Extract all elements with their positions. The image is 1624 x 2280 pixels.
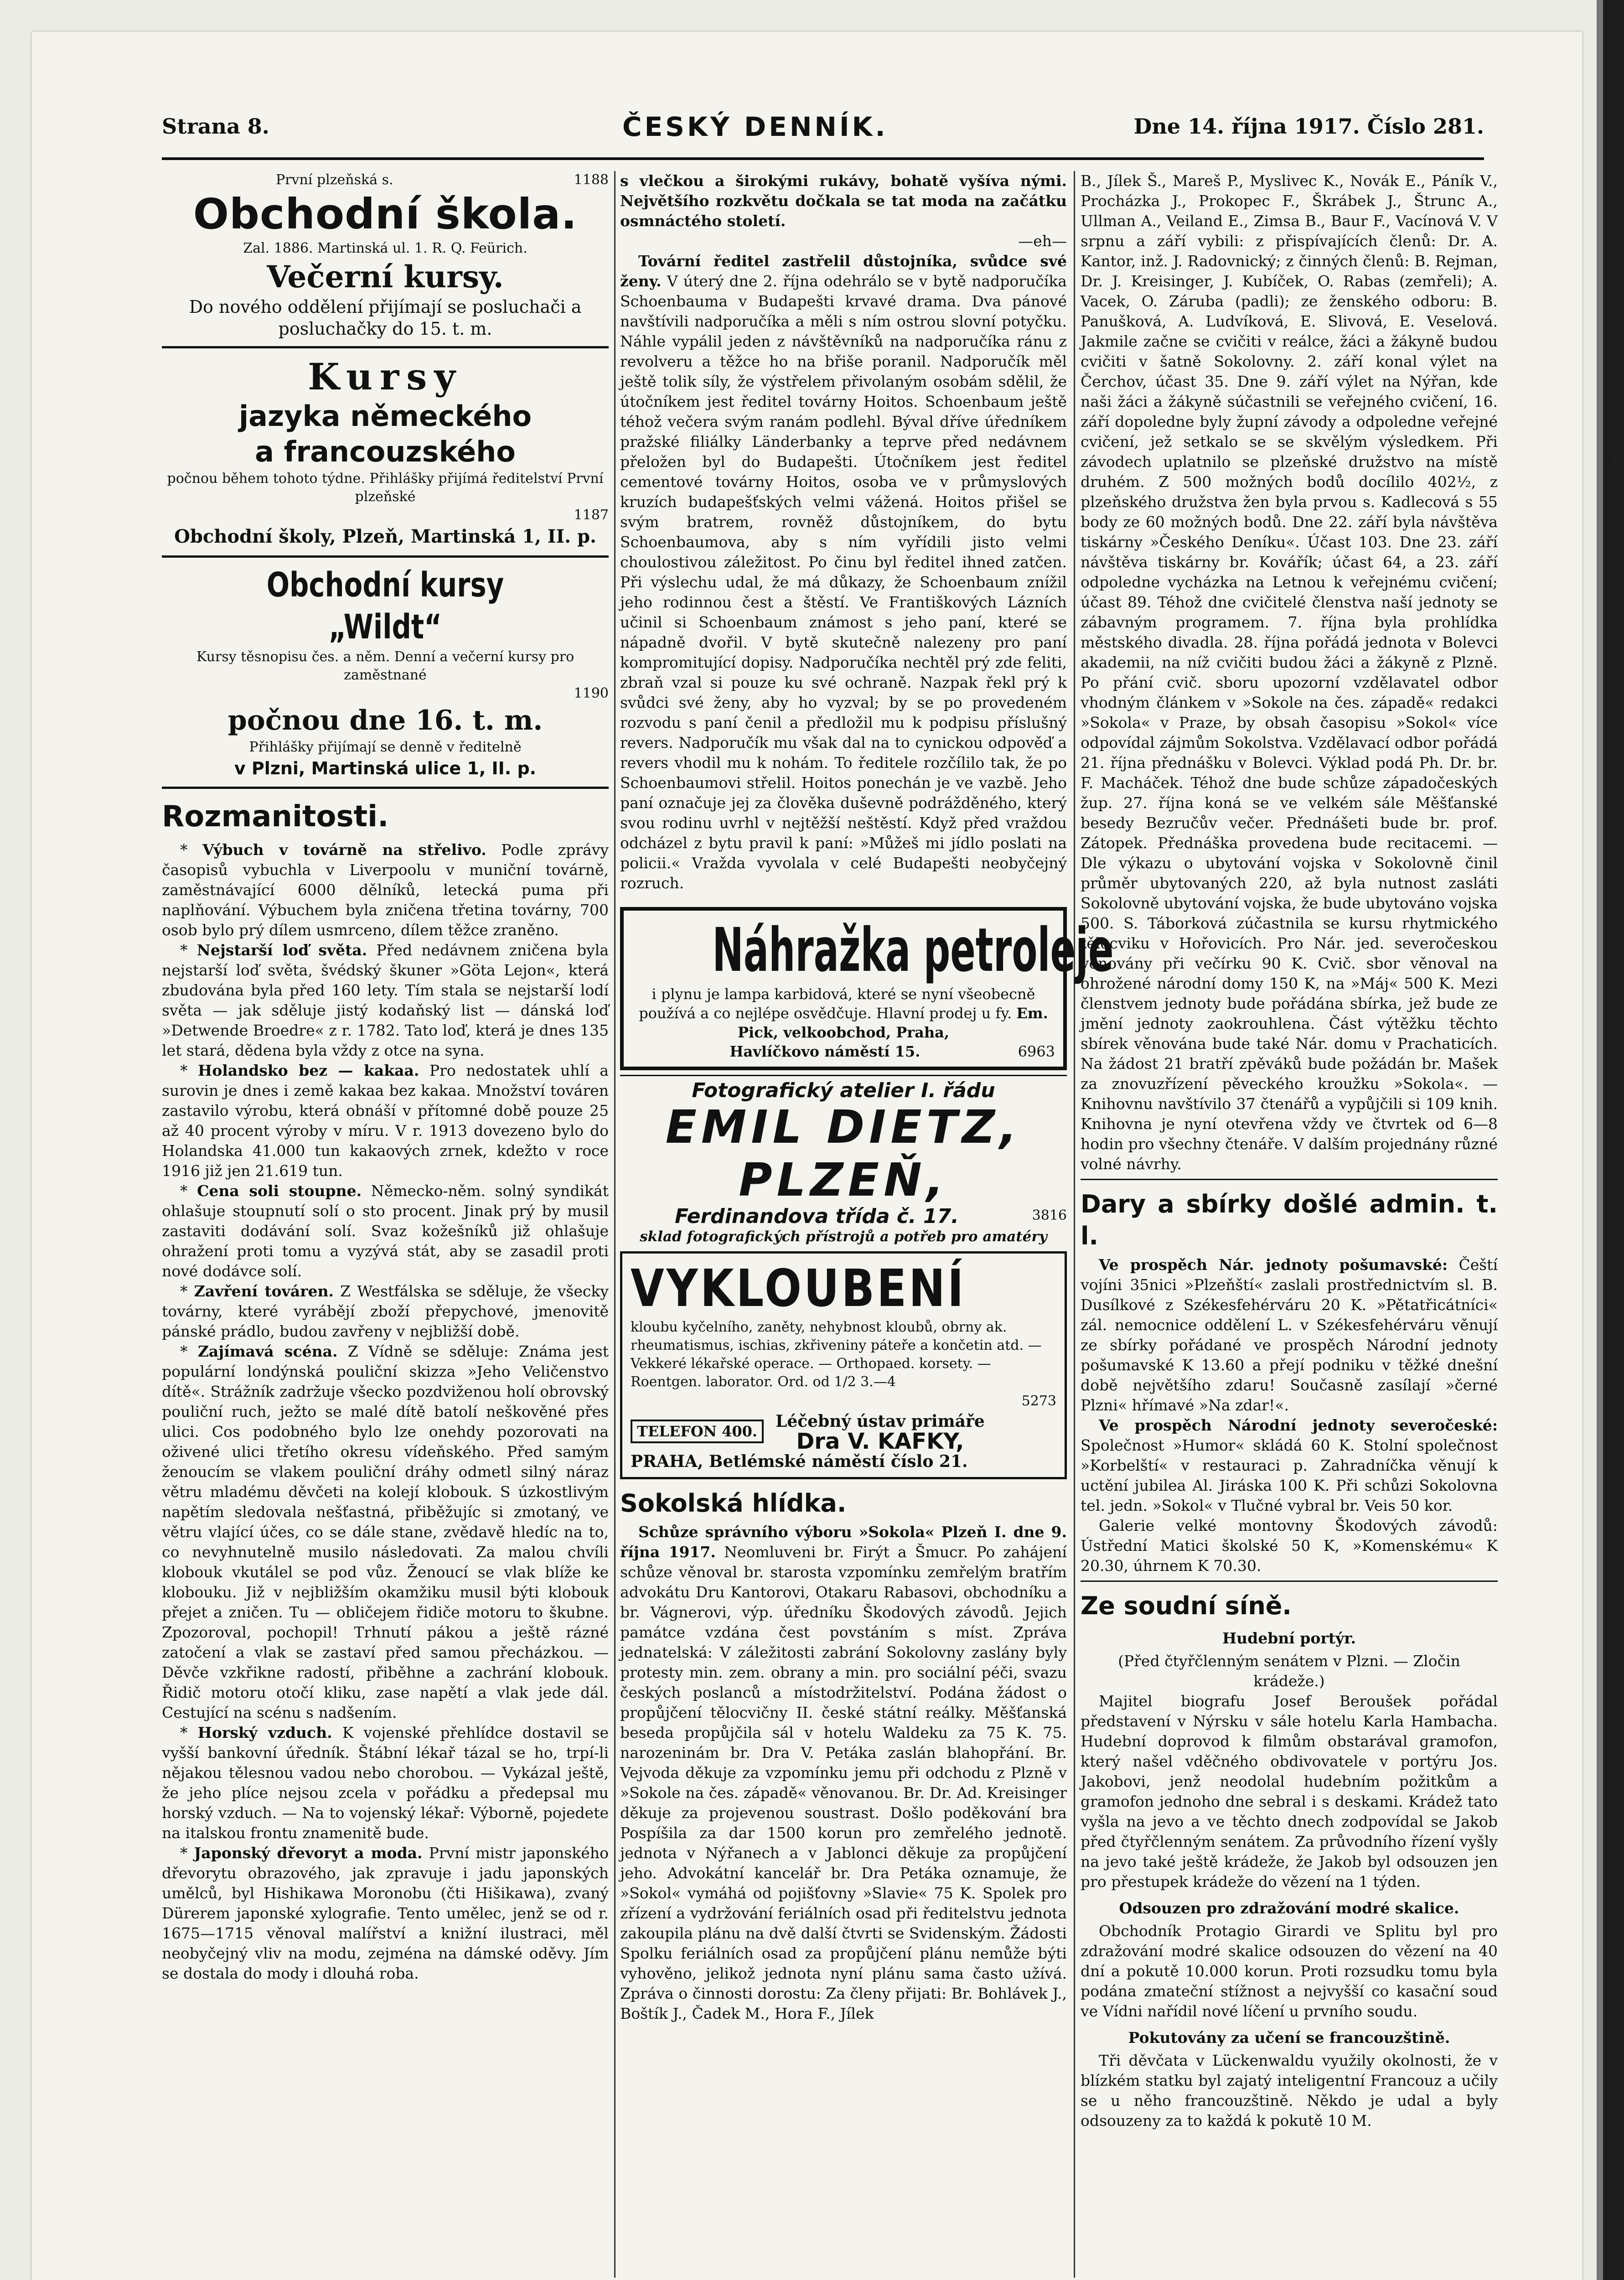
section-heading-rozmanitosti: Rozmanitosti. (162, 800, 389, 834)
ad-dietz (620, 1081, 1067, 1247)
case-2-text: Obchodník Protagio Girardi ve Splitu byl pro zdražování modré skalice odsouzen do vězení na 40 dní a pokutě 10.000 korun. Proti rozsudku tomu byla podána zmateční stížnost a nejvyšší co kasační soud ve Vídni nařídil nové líčení u prvního soudu. (1081, 1922, 1498, 2020)
column-3 (1081, 171, 1498, 2131)
section-heading-soud: Ze soudní síně. (1081, 1591, 1292, 1620)
ad-school-headline: Večerní kursy. (267, 259, 504, 295)
ad-school-founded: Zal. 1886. Martinská ul. 1. R. Q. Feürich. (243, 240, 528, 256)
ad-petrolej-headline: Náhražka petroleje (712, 915, 1114, 985)
ad-kursy-address: Obchodní školy, Plzeň, Martinská 1, II. p. (174, 526, 596, 547)
ad-vykloubeni (620, 1251, 1067, 1479)
case-1-subtitle: (Před čtyřčlenným senátem v Plzni. — Zločin krádeže.) (1118, 1652, 1460, 1690)
ad-petrolej (620, 907, 1114, 1070)
masthead (162, 111, 1484, 155)
news-item: * Horský vzduch. K vojenské přehlídce dostavil se vyšší bankovní úředník. Štábní lékař tázal se ho, trpí-li nějakou tělesnou vadou nebo chorobou. — Vykázal ještě, že jeho plíce nejsou zcela v pořádku a předepsal mu horský vzduch. — Na to vojenský lékař: Výborně, pojedete na italskou frontu znamenitě bude. (162, 1724, 609, 1842)
news-item-title: Výbuch v továrně na střelivo. (202, 841, 486, 859)
case-1-text: Majitel biografu Josef Beroušek pořádal představení v Nýrsku v sále hotelu Karla Hambacha. Hudební doprovod k filmům obstarával gramofon, který našel vděčného obdivovatele v portýru Jos. Jakobovi, jenž neodolal hudebním požitkům a gramofon jednoho dne sebral i s deskami. Krádež tato vyšla na jevo a ve těchto dnech zodpovídal se Jakob před čtyřčlenným senátem. Za průvodního řízení vyšly na jevo také ještě krádeže, že Jakob byl odsouzen jen pro přestupek krádeže do vězení na 1 týden. (1081, 1692, 1498, 1891)
page-number: Strana 8. (162, 114, 269, 139)
news-item: * Zajímavá scéna. Z Vídně se sděluje: Známa jest populární londýnská pouliční skizza »Jeho Veličenstvo dítě«. Strážník zadržuje všecko pozdviženou holí obrovský pouliční ruch, ježto se malé dítě batolí neškověné přes ulici. Cos podobného bylo lze onehdy pozorovati na oživené ulici třetího okresu vídeňského. Před samým ženoucím se vlakem pouliční dráhy odmetl silný náraz větru mladému děvčeti na kolejí klobouk. S úzkostlivým napětím sledovala nešťastná, přiběžujíc si zmotaný, ve větru vlající účes, co se dále stane, zvědavě hledíc na to, co nevyhnutelně musilo následovati. Za malou chvíli klobouk vkutálel se pod vůz. Ženoucí se vlak blíže ke klobouku. Již v nejbližším okamžiku musil býti klobouk přejet a zničen. Tu — obličejem řidiče motoru to škubne. Zpozoroval, pochopil! Trhnutí pákou a ještě rázné zatočení a vlak se zastaví před samou přecházkou. — Děvče vzkřikne radostí, přiběhne a zachrání klobouk. Řidič motoru otočí kliku, zase napětí a vlak jede dál. Cestující na scénu s nadšením. (162, 1342, 609, 1721)
ad-number: 3816 (1032, 1207, 1067, 1223)
newspaper-title: ČESKÝ DENNÍK. (622, 111, 888, 142)
ad-school-text: Do nového oddělení přijímají se posluchači a posluchačky do 15. t. m. (189, 297, 582, 339)
ad-wildt (162, 564, 609, 780)
column-divider (1074, 171, 1075, 2278)
case-1-title: Hudební portýr. (1222, 1629, 1356, 1647)
case-3-title: Pokutovány za učení se francouzštině. (1128, 2029, 1450, 2047)
case-2-title: Odsouzen pro zdražování modré skalice. (1119, 1899, 1459, 1917)
section-heading-sokol: Sokolská hlídka. (620, 1489, 847, 1518)
adjacent-page-letter: r (1611, 447, 1619, 467)
column-1 (162, 171, 609, 1984)
ad-dietz-street: Ferdinandova třída č. 17. (675, 1205, 959, 1228)
ad-phone: TELEFON 400. (631, 1420, 764, 1443)
news-item: * Japonský dřevoryt a moda. První mistr japonského dřevorytu obrazového, jak zpravuje i jadu japonských umělců, byl Hishikawa Moronobu (čti Hišikawa), zvaný Dürerem japonské xylografie. Tento umělec, jenž se od r. 1675—1715 věnoval malířství a knižní ilustraci, měl neobyčejný vliv na modu, zejména na dámské oděvy. Jím se dostala do mody i dlouhá roba. (162, 1844, 609, 1982)
column-divider (614, 171, 615, 2278)
ad-wildt-headline: Obchodní kursy „Wildt“ (266, 565, 504, 647)
news-item-text: Z Westfálska se sděluje, že všecky továrny, které vyrábějí zboží přepychové, jmenovitě pánské prádlo, budou zavřeny v nejbližší době. (162, 1282, 609, 1340)
news-item: * Holandsko bez — kakaa. Pro nedostatek uhlí a surovin je dnes i země kakaa bez kakaa. Množství továren zastavilo výrobu, která obnáší v přítomné době pouze 25 až 40 procent výroby v míru. V r. 1913 dovezeno bylo do Holandska 41.000 tun kakaových zrnek, kdežto v roce 1916 již jen 21.619 tun. (162, 1062, 609, 1180)
ad-kursy-subject-1: jazyka německého (238, 399, 532, 433)
ad-dietz-text: sklad fotografických přístrojů a potřeb pro amatéry (640, 1228, 1047, 1245)
ad-kursy (162, 355, 609, 549)
case-3-text: Tři děvčata v Lückenwaldu využily okolnosti, že v blízkém statku byl zajatý inteligentní Francouz a učily se u něho francouzštině. Někdo je udal a byly odsouzeny za to každá k pokutě 10 M. (1081, 2052, 1498, 2130)
adjacent-page-edge (1597, 0, 1624, 2280)
news-item-title: Horský vzduch. (197, 1724, 332, 1741)
ad-dietz-top: Fotografický atelier I. řádu (692, 1079, 995, 1102)
rozmanitosti-list (162, 840, 609, 1984)
ad-number: 1190 (574, 685, 609, 701)
ad-kursy-subject-2: a francouzského (255, 435, 516, 468)
ad-ustav: Léčebný ústav primáře (776, 1412, 985, 1431)
news-item-title: Cena soli stoupne. (197, 1182, 362, 1200)
dary-p2: Ve prospěch Národní jednoty severočeské: Společnost »Humor« skládá 60 K. Stolní společnost »Korbelští« v restauraci p. Zahradníčka věnují k uctění jubilea Al. Jiráska 100 K. Při schůzi Sokolovna tel. jedn. »Sokol« v Tlučné vybral br. Veis 50 kor. (1081, 1416, 1498, 1514)
article-text: V úterý dne 2. října odehrálo se v bytě nadporučíka Schoenbauma v Budapešti krvavé drama. Dva pánové navštívili nadporučíka a měli s ním ostrou slovní potyčku. Náhle vypálil jeden z návštěvníků na nadporučíka ránu z revolveru a těžce ho na břiše poranil. Nadporučík měl ještě tolik síly, že výstřelem přivolaným osobám sdělil, že útočníkem jest ředitel továrny Hoitos. Schoenbaum ještě téhož večera svým ranám podlehl. Býval dříve úředníkem pražské filiálky Länderbanky a teprve před nedávnem přeložen byl do Budapešti. Útočníkem jest ředitel cementové továrny Hoitos, osoba ve v průmyslových kruzích budapešťských velmi vážená. Hoitos přišel se svým bratrem, rovněž důstojníkem, do bytu Schoenbaumova, aby s ním vyřídili jisto velmi choulostivou záležitost. Po činu byl ředitel ihned zatčen. Při výslechu udal, že má důkazy, že Schoenbaum znížil jeho rodinnou čest a štěstí. Ve Františkových Lázních učinil si Schoenbaum známost s jeho paní, které se nápadně dvořil. V bytě skutečně nalezeny pro paní kompromitující dopisy. Nadporučíka nechtěl prý zde feliti, zbraň vzal si pouze ku své ochraně. Nazpak řekl prý k svůdci své ženy, aby ho vyzval; by se po provedeném rozvodu s paní čenil a předložil mu k podpisu příslušný revers. Nadporučík mu však dal na to cynickou odpověď a revers vhodil mu k nohám. To ředitele rozčílilo tak, že po Schoenbaumovi střelil. Hoitos ponechán je ve vazbě. Jeho paní označuje jej za člověka duševně podrážděného, který svou rodinu uvrhl v nejtěžší neštěstí. Když před vraždou odcházel z bytu pravil k paní: »Můžeš mi jídlo poslati na policii.« Vražda vyvolala v celé Budapešti neobyčejný rozruch. (620, 272, 1067, 892)
ad-vykloubeni-text: kloubu kyčelního, zaněty, nehybnost kloubů, obrny ak. rheumatismus, ischias, zkřiveniny páteře a končetin atd. — Vekkeré lékařské operace. — Orthopaed. korsety. — Roentgen. laborator. Ord. od 1/2 3.—4 (631, 1319, 1042, 1390)
dary-p3: Galerie velké montovny Škodových závodů: Ústřední Matici školské 50 K, »Komenskému« K 20.30, úhrnem K 70.30. (1081, 1517, 1498, 1575)
ad-number: 6963 (1018, 1043, 1055, 1060)
news-item-text: Podle zprávy časopisů vybuchla v Liverpoolu v muniční továrně, zaměstnávající 6000 dělníků, letecká puma při naplňování. Výbuchem byla zničena třetina továrny, 700 osob bylo prý dílem usmrceno, dílem těžce zraněno. (162, 841, 609, 939)
ad-school-top: První plzeňská s. (276, 172, 393, 188)
news-item-text: První mistr japonského dřevorytu obrazového, jak zpravuje i jadu japonských umělců, byl Hishikawa Moronobu (čti Hišikawa), zvaný Dürerem japonské xylografie. Tento umělec, jenž se od r. 1675—1715 věnoval malířství a knižní ilustraci, měl neobyčejný vliv na modu, zejména na dámské oděvy. Jím se dostala do mody i dlouhá roba. (162, 1844, 609, 1982)
ad-wildt-note: Přihlášky přijímají se denně v ředitelně (249, 739, 522, 755)
ad-number: 5273 (1021, 1393, 1056, 1409)
news-item-text: K vojenské přehlídce dostavil se vyšší bankovní úředník. Štábní lékař tázal se ho, trpí-li nějakou tělesnou vadou nebo chorobou. — Vykázal ještě, že jeho plíce nejsou zcela v pořádku a předepsal mu horský vzduch. — Na to vojenský lékař: Výborně, pojedete na italskou frontu znamenitě bude. (162, 1724, 609, 1842)
ad-wildt-address: v Plzni, Martinská ulice 1, II. p. (234, 758, 537, 778)
news-item-text: Před nedávnem zničena byla nejstarší loď světa, švédský škuner »Göta Lejon«, která zbudována byla před 160 lety. Tím stala se nejstarší lodí světa — jak sděluje jistý kodaňský list — dánská loď »Detwende Broedre« z r. 1782. Tato loď, která je dnes 135 let stará, dědena byla vždy z otce na syna. (162, 941, 609, 1059)
ad-kursy-text: počnou během tohoto týdne. Přihlášky přijímá ředitelství První plzeňské (167, 471, 604, 505)
author-sign: —eh— (1018, 232, 1067, 250)
ad-number: 1187 (574, 507, 609, 523)
issue-date: Dne 14. října 1917. Číslo 281. (1133, 114, 1484, 139)
column-2 (620, 171, 1114, 2024)
ad-petrolej-address: Havlíčkovo náměstí 15. (729, 1043, 921, 1060)
ad-obchodni-skola (162, 171, 609, 340)
ad-doctor: Dra V. KAFKY, (796, 1429, 964, 1454)
news-item: * Výbuch v továrně na střelivo. Podle zprávy časopisů vybuchla v Liverpoolu v muniční továrně, zaměstnávající 6000 dělníků, letecká puma při naplňování. Výbuchem byla zničena třetina továrny, 700 osob bylo prý dílem usmrceno, dílem těžce zraněno. (162, 841, 609, 939)
news-item-title: Zavření továren. (194, 1282, 334, 1300)
ad-petrolej-text: i plynu je lampa karbidová, které se nyní všeobecně používá a co nejlépe osvědčuje. Hlavní prodej u fy. Em. Pick, velkoobchod, Praha, Havlíčkovo náměstí 15. 6963 (639, 985, 1055, 1060)
sokol-report-continued: B., Jílek Š., Mareš P., Myslivec K., Novák E., Páník V., Procházka J., Prokopec F., Škrábek J., Štrunc A., Ullman A., Veiland E., Zimsa B., Baur F., Vacínová V. V srpnu a září vybili: z přispívajících členů: Dr. A. Kantor, inž. J. Radovnický; z činných členů: B. Rejman, Dr. J. Kreisinger, J. Kubíček, O. Rabas (zemřeli); A. Vacek, O. Záruba (padli); ze ženského odboru: B. Panušková, A. Ludvíková, E. Slivová, E. Veselová. Jakmile začne se cvičiti v reálce, žáci a žákyně budou cvičiti v šatně Sokolovny. 2. září konal výlet na Čerchov, účast 35. Dne 9. září výlet na Nýřan, kde naši žáci a žákyně súčastnili se veřejného cvičení, 16. září dopoledne byly župní závody a odpoledne veřejné cvičení, jež setkalo se se skvělým výsledkem. Při závodech uplatnilo se plzeňské družstvo na místě druhém. Z 500 možných bodů docílilo 402½, z plzeňského družstva žen byla prvou s. Kadlecová s 55 body ze 60 možných bodů. Dne 22. září byla návštěva tiskárny »Českého Deníku«. Účast 103. Dne 23. září návštěva tiskárny br. Kovářík; účast 64, a 23. září odpoledne vycházka na Letnou k veřejnému cvičení; účast 89. Téhož dne cvičitelé členstva naší jednoty se zábavným programem. 7. října byla prohlídka městského divadla. 28. října pořádá jednota v Bolevci akademii, na níž cvičiti budou žáci a žákyně z Plzně. Po přání cvič. sboru upozorní vzdělavatel odbor vhodným článkem v »Sokole na čes. západě« redakci »Sokola« v Praze, by obsah časopisu »Sokol« více odpovídal zájmům Sokolstva. Vzdělavací odbor pořádá 21. října přednášku v Bolevci. Výklad podá Ph. Dr. br. F. Macháček. Téhož dne bude schůze západočeských žup. 27. října koná se ve velkém sále Měšťanské besedy Bezručův večer. Přednášeti bude br. prof. Zátopek. Přednáška provedena bude recitacemi. — Dle výkazu o ubytování vojska v Sokolovně činil průměr ubytovaných 220, až byla nutnost zasláti Sokolovně ubytování vojska, že bude ubytováno vojska 500. S. Táborková zúčastnila se kursu rhytmického tělocviku v Hořovicích. Pro Nár. jed. severočeskou věnovány při večírku 90 K. Cvič. sbor věnoval na ohrožené národní domy 150 K, na »Máj« 500 K. Mezi členstvem jednoty bude pořádána sbírka, jež bude ze jmění jednoty zaokrouhlena. Část výtěžku těchto sbírek věnována bude také Nár. domu v Prachaticích. Na žádost 21 bratří zpěváků bude požádán br. Mašek za znovuzřízení pěveckého kroužku »Sokola«. — Knihovnu navštívilo 37 čtenářů a vypůjčili si 109 knih. Knihovna je nyní otevřena vždy ve čtvrtek od 6—8 hodin pro všechny čtenáře. V dalším projednány různé volné návrhy. (1081, 172, 1498, 1173)
article-title: Tovární ředitel zastřelil důstojníka, svůdce své ženy. (620, 252, 1067, 290)
ad-wildt-text: Kursy těsnopisu čes. a něm. Denní a večerní kursy pro zaměstnané (196, 649, 574, 683)
news-item-title: Nejstarší loď světa. (197, 941, 367, 959)
news-item-title: Japonský dřevoryt a moda. (194, 1844, 423, 1862)
dary-p1: Ve prospěch Nár. jednoty pošumavské: Čeští vojíni 35nici »Plzeňští« zaslali prostřednictvím sl. B. Dusílkové z Székesfehérváru 20 K. »Pětatřicátníci« zál. nemocnice oddělení L. v Székesfehérváru věnují ze sbírky pořádané ve prospěch Národní jednoty pošumavské K 13.60 a přejí podniku v těžké dnešní době největšího zdaru! Současně zasílají »černé Plzni« hřímavé »Na zdar!«. (1081, 1256, 1498, 1414)
ad-school-name: Obchodní škola. (193, 190, 578, 238)
ad-vykloubeni-headline: VYKLOUBENÍ (631, 1259, 966, 1318)
ad-dietz-name: EMIL DIETZ, PLZEŇ, (665, 1100, 1022, 1207)
section-heading-dary: Dary a sbírky došlé admin. t. l. (1081, 1190, 1498, 1250)
ad-number: 1188 (574, 172, 609, 188)
sokol-report: Schůze správního výboru »Sokola« Plzeň I. dne 9. října 1917. Neomluveni br. Firýt a Šmucr. Po zahájení schůze věnoval br. starosta vzpomínku zemřelým bratřím advokátu Dru Kantorovi, Otakaru Rabasovi, obchodníku a br. Vágnerovi, výp. úředníku Škodových závodů. Jejich památce vzdána čest povstáním s míst. Zpráva jednatelská: V záležitosti zabrání Sokolovny zaslány byly protesty min. zem. obrany a min. pro sociální péči, svazu českých poslanců a místodržitelství. Podána žádost o propůjčení tělocvičny II. české státní reálky. Měšťanská beseda propůjčila sál v hotelu Waldeku za 75 K. 75. narozeninám br. Dra V. Petáka zaslán blahopřání. Br. Vejvoda děkuje za vzpomínku jemu při odchodu z Plzně v »Sokole na čes. západě« věnovanou. Br. Dr. Ad. Kreisinger děkuje za projevenou soustrast. Došlo poděkování bra Pospíšila za dar 1500 korun pro zemřelého jednotě. jednota v Nýřanech a v Jablonci děkuje za propůjčení jeho. Advokátní kancelář br. Dra Petáka oznamuje, že »Sokol« vymáhá od pojišťovny »Slavie« 75 K. Spolek pro zřízení a vydržování feriálních osad při ředitelstvu jednota zakoupila plánu na dvě další čtvrti se Svidenským. Žádosti Spolku feriálních osad za propůjčení plánu nemůže býti vyhověno, jelikož jednota nyní plánu sama často užívá. Zpráva o činnosti dorostu: Za členy přijati: Br. Bohlávek J., Boštík J., Čadek M., Hora F., Jílek (620, 1523, 1067, 2022)
news-item-text: Německo-něm. solný syndikát ohlašuje stoupnutí solí o sto procent. Jinak prý by musil zastaviti dodávání solí. Svaz kožešníků již ohlašuje ohražení proti tomu a vyzývá stát, aby se zasadil proti nové dodávce solí. (162, 1182, 609, 1280)
news-item: * Zavření továren. Z Westfálska se sděluje, že všecky továrny, které vyrábějí zboží přepychové, jmenovitě pánské prádlo, budou zavřeny v nejbližší době. (162, 1282, 609, 1340)
ad-petrolej-firm: Em. Pick, velkoobchod, Praha, (737, 1005, 1048, 1041)
ad-wildt-start: počnou dne 16. t. m. (228, 705, 543, 736)
news-item: * Cena soli stoupne. Německo-něm. solný syndikát ohlašuje stoupnutí solí o sto procent. Jinak prý by musil zastaviti dodávání solí. Svaz kožešníků již ohlašuje ohražení proti tomu a vyzývá stát, aby se zasadil proti nové dodávce solí. (162, 1182, 609, 1280)
ad-vykloubeni-address: PRAHA, Betlémské náměstí číslo 21. (631, 1452, 968, 1471)
news-item-title: Holandsko bez — kakaa. (198, 1062, 419, 1079)
continued-text: s vlečkou a širokými rukávy, bohatě vyšíva nými. Největšího rozkvětu dočkala se tat moda na začátku osmnáctého století. (620, 172, 1067, 230)
ad-kursy-headline: Kursy (308, 355, 463, 398)
news-item-title: Zajímavá scéna. (197, 1342, 338, 1360)
news-item-text: Pro nedostatek uhlí a surovin je dnes i země kakaa bez kakaa. Množství továren zastavilo výrobu, která obnáší v přítomné době pouze 25 až 40 procent výroby v míru. V r. 1913 dovezeno bylo do Holandska 41.000 tun kakaových zrnek, kdežto v roce 1916 již jen 21.619 tun. (162, 1062, 609, 1180)
masthead-rule (162, 157, 1484, 160)
article-zastrelil (620, 251, 1067, 893)
news-item-text: Z Vídně se sděluje: Známa jest populární londýnská pouliční skizza »Jeho Veličenstvo dítě«. Strážník zadržuje všecko pozdviženou holí obrovský pouliční ruch, ježto se malé dítě batolí neškověné přes ulici. Cos podobného bylo lze onehdy pozorovati na oživené ulici třetího okresu vídeňského. Před samým ženoucím se vlakem pouliční dráhy odmetl silný náraz větru mladému děvčeti na kolejí klobouk. S úzkostlivým napětím sledovala nešťastná, přiběžujíc si zmotaný, ve větru vlající účes, co se dále stane, zvědavě hledíc na to, co nevyhnutelně musilo následovati. Za malou chvíli klobouk vkutálel se pod vůz. Ženoucí se vlak blíže ke klobouku. Již v nejbližším okamžiku musil býti klobouk přejet a zničen. Tu — obličejem řidiče motoru to škubne. Zpozoroval, pochopil! Trhnutí pákou a ještě rázné zatočení a vlak se zastaví před samou přecházkou. — Děvče vzkřikne radostí, přiběhne a zachrání klobouk. Řidič motoru otočí kliku, zase napětí a vlak jede dál. Cestující na scénu s nadšením. (162, 1342, 609, 1721)
news-item: * Nejstarší loď světa. Před nedávnem zničena byla nejstarší loď světa, švédský škuner »Göta Lejon«, která zbudována byla před 160 lety. Tím stala se nejstarší lodí světa — jak sděluje jistý kodaňský list — dánská loď »Detwende Broedre« z r. 1782. Tato loď, která je dnes 135 let stará, dědena byla vždy z otce na syna. (162, 941, 609, 1059)
